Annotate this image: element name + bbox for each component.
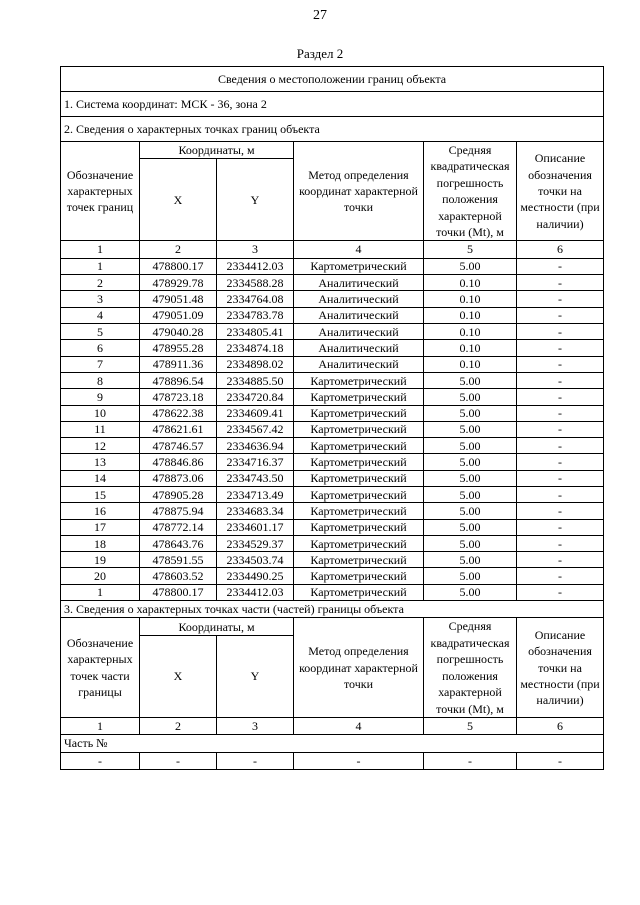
error: 5.00 xyxy=(424,503,517,519)
coord-x: 478873.06 xyxy=(140,470,217,486)
error: 0.10 xyxy=(424,340,517,356)
coord-x: 478905.28 xyxy=(140,487,217,503)
coord-x: 478746.57 xyxy=(140,438,217,454)
part-row-cell-4: - xyxy=(294,752,424,769)
description: - xyxy=(517,568,604,584)
part-row-cell-3: - xyxy=(217,752,294,769)
coord-y: 2334588.28 xyxy=(217,275,294,291)
description: - xyxy=(517,356,604,372)
parts-column-number-5: 5 xyxy=(424,717,517,734)
method: Картометрический xyxy=(294,487,424,503)
part-row-cell-2: - xyxy=(140,752,217,769)
error: 0.10 xyxy=(424,356,517,372)
error: 5.00 xyxy=(424,470,517,486)
method: Аналитический xyxy=(294,324,424,340)
method: Картометрический xyxy=(294,535,424,551)
table-row xyxy=(61,438,604,454)
part-row-cell-1: - xyxy=(61,752,140,769)
coord-x: 478643.76 xyxy=(140,535,217,551)
coord-y: 2334636.94 xyxy=(217,438,294,454)
point-id: 9 xyxy=(61,389,140,405)
section-title: Раздел 2 xyxy=(296,46,344,61)
coord-x: 479051.48 xyxy=(140,291,217,307)
coord-x: 478800.17 xyxy=(140,258,217,274)
description: - xyxy=(517,503,604,519)
parts-column-number-4: 4 xyxy=(294,717,424,734)
table-row xyxy=(61,487,604,503)
coord-x: 478723.18 xyxy=(140,389,217,405)
method: Картометрический xyxy=(294,389,424,405)
header-y: Y xyxy=(217,159,294,241)
page-number: 27 xyxy=(313,8,327,23)
table-row xyxy=(61,324,604,340)
description: - xyxy=(517,487,604,503)
table-row xyxy=(61,291,604,307)
parts-column-numbers-row xyxy=(61,717,604,734)
table-row xyxy=(61,307,604,323)
coord-y: 2334490.25 xyxy=(217,568,294,584)
table-row xyxy=(61,389,604,405)
method: Картометрический xyxy=(294,503,424,519)
coord-y: 2334716.37 xyxy=(217,454,294,470)
point-id: 7 xyxy=(61,356,140,372)
description: - xyxy=(517,291,604,307)
error: 5.00 xyxy=(424,584,517,600)
point-id: 3 xyxy=(61,291,140,307)
coord-y: 2334764.08 xyxy=(217,291,294,307)
description: - xyxy=(517,535,604,551)
table-row xyxy=(61,584,604,600)
error: 5.00 xyxy=(424,519,517,535)
coord-y: 2334805.41 xyxy=(217,324,294,340)
point-id: 10 xyxy=(61,405,140,421)
method: Аналитический xyxy=(294,356,424,372)
point-id: 18 xyxy=(61,535,140,551)
description: - xyxy=(517,340,604,356)
error: 5.00 xyxy=(424,487,517,503)
table-row xyxy=(61,340,604,356)
description: - xyxy=(517,552,604,568)
coord-x: 478929.78 xyxy=(140,275,217,291)
error: 5.00 xyxy=(424,552,517,568)
coord-x: 478875.94 xyxy=(140,503,217,519)
coord-y: 2334874.18 xyxy=(217,340,294,356)
parts-section-title: 3. Сведения о характерных точках части (частей) границы объекта xyxy=(61,601,604,618)
point-id: 15 xyxy=(61,487,140,503)
error: 0.10 xyxy=(424,275,517,291)
parts-header-designation: Обозначение характерных точек части границы xyxy=(61,618,140,717)
coordinate-system: 1. Система координат: МСК - 36, зона 2 xyxy=(61,92,604,117)
coord-x: 478772.14 xyxy=(140,519,217,535)
method: Картометрический xyxy=(294,552,424,568)
coord-y: 2334898.02 xyxy=(217,356,294,372)
table-row xyxy=(61,405,604,421)
coord-y: 2334567.42 xyxy=(217,421,294,437)
column-number-1: 1 xyxy=(61,241,140,258)
points-section-title: 2. Сведения о характерных точках границ объекта xyxy=(61,117,604,142)
method: Картометрический xyxy=(294,405,424,421)
column-number-3: 3 xyxy=(217,241,294,258)
coord-x: 478603.52 xyxy=(140,568,217,584)
point-id: 16 xyxy=(61,503,140,519)
table-row xyxy=(61,552,604,568)
header-method: Метод определения координат характерной точки xyxy=(294,142,424,241)
method: Картометрический xyxy=(294,568,424,584)
description: - xyxy=(517,519,604,535)
error: 5.00 xyxy=(424,421,517,437)
parts-header-y: Y xyxy=(217,635,294,717)
point-id: 1 xyxy=(61,258,140,274)
table-row xyxy=(61,275,604,291)
coord-y: 2334412.03 xyxy=(217,258,294,274)
parts-column-number-3: 3 xyxy=(217,717,294,734)
method: Картометрический xyxy=(294,519,424,535)
table-row xyxy=(61,454,604,470)
coord-y: 2334683.34 xyxy=(217,503,294,519)
description: - xyxy=(517,389,604,405)
parts-column-number-1: 1 xyxy=(61,717,140,734)
coord-x: 478622.38 xyxy=(140,405,217,421)
coord-x: 478621.61 xyxy=(140,421,217,437)
table-row xyxy=(61,356,604,372)
point-id: 11 xyxy=(61,421,140,437)
description: - xyxy=(517,438,604,454)
error: 5.00 xyxy=(424,405,517,421)
coord-y: 2334713.49 xyxy=(217,487,294,503)
column-numbers-row xyxy=(61,241,604,258)
method: Картометрический xyxy=(294,584,424,600)
description: - xyxy=(517,324,604,340)
column-number-2: 2 xyxy=(140,241,217,258)
error: 5.00 xyxy=(424,535,517,551)
point-id: 1 xyxy=(61,584,140,600)
error: 5.00 xyxy=(424,454,517,470)
method: Картометрический xyxy=(294,438,424,454)
parts-column-number-6: 6 xyxy=(517,717,604,734)
parts-header-x: X xyxy=(140,635,217,717)
parts-header-coords: Координаты, м xyxy=(140,618,294,635)
coord-y: 2334412.03 xyxy=(217,584,294,600)
header-coords: Координаты, м xyxy=(140,142,294,159)
description: - xyxy=(517,258,604,274)
error: 5.00 xyxy=(424,438,517,454)
coord-y: 2334743.50 xyxy=(217,470,294,486)
coord-x: 478896.54 xyxy=(140,372,217,388)
description: - xyxy=(517,275,604,291)
method: Картометрический xyxy=(294,454,424,470)
header-description: Описание обозначения точки на местности (при наличии) xyxy=(517,142,604,241)
coord-y: 2334503.74 xyxy=(217,552,294,568)
column-number-5: 5 xyxy=(424,241,517,258)
table-row xyxy=(61,568,604,584)
table-row xyxy=(61,503,604,519)
method: Картометрический xyxy=(294,421,424,437)
description: - xyxy=(517,470,604,486)
coord-x: 478800.17 xyxy=(140,584,217,600)
error: 0.10 xyxy=(424,307,517,323)
description: - xyxy=(517,421,604,437)
point-id: 12 xyxy=(61,438,140,454)
point-id: 8 xyxy=(61,372,140,388)
method: Картометрический xyxy=(294,372,424,388)
coord-x: 479051.09 xyxy=(140,307,217,323)
coord-y: 2334783.78 xyxy=(217,307,294,323)
table-row xyxy=(61,372,604,388)
coord-y: 2334529.37 xyxy=(217,535,294,551)
coord-y: 2334720.84 xyxy=(217,389,294,405)
coord-x: 478846.86 xyxy=(140,454,217,470)
error: 5.00 xyxy=(424,389,517,405)
method: Аналитический xyxy=(294,340,424,356)
point-id: 17 xyxy=(61,519,140,535)
description: - xyxy=(517,372,604,388)
parts-header-error: Средняя квадратическая погрешность положения характерной точки (Mt), м xyxy=(424,618,517,717)
point-id: 2 xyxy=(61,275,140,291)
part-label: Часть № xyxy=(61,735,604,752)
coord-x: 478591.55 xyxy=(140,552,217,568)
point-id: 13 xyxy=(61,454,140,470)
coord-y: 2334609.41 xyxy=(217,405,294,421)
parts-header-method: Метод определения координат характерной точки xyxy=(294,618,424,717)
table-title: Сведения о местоположении границ объекта xyxy=(61,67,604,92)
header-designation: Обозначение характерных точек границ xyxy=(61,142,140,241)
coord-y: 2334601.17 xyxy=(217,519,294,535)
coord-x: 479040.28 xyxy=(140,324,217,340)
method: Аналитический xyxy=(294,291,424,307)
method: Аналитический xyxy=(294,307,424,323)
point-id: 5 xyxy=(61,324,140,340)
description: - xyxy=(517,405,604,421)
column-number-4: 4 xyxy=(294,241,424,258)
point-id: 20 xyxy=(61,568,140,584)
table-row xyxy=(61,519,604,535)
coord-x: 478911.36 xyxy=(140,356,217,372)
error: 5.00 xyxy=(424,258,517,274)
table-row xyxy=(61,535,604,551)
point-id: 14 xyxy=(61,470,140,486)
boundaries-table xyxy=(60,66,604,770)
point-id: 19 xyxy=(61,552,140,568)
description: - xyxy=(517,584,604,600)
coord-y: 2334885.50 xyxy=(217,372,294,388)
description: - xyxy=(517,454,604,470)
header-error: Средняя квадратическая погрешность положения характерной точки (Mt), м xyxy=(424,142,517,241)
table-row xyxy=(61,470,604,486)
table-row xyxy=(61,258,604,274)
method: Картометрический xyxy=(294,470,424,486)
coord-x: 478955.28 xyxy=(140,340,217,356)
method: Картометрический xyxy=(294,258,424,274)
table-row xyxy=(61,421,604,437)
part-row-cell-6: - xyxy=(517,752,604,769)
column-number-6: 6 xyxy=(517,241,604,258)
part-row-cell-5: - xyxy=(424,752,517,769)
error: 0.10 xyxy=(424,324,517,340)
header-x: X xyxy=(140,159,217,241)
parts-column-number-2: 2 xyxy=(140,717,217,734)
parts-header-description: Описание обозначения точки на местности (при наличии) xyxy=(517,618,604,717)
point-id: 4 xyxy=(61,307,140,323)
point-id: 6 xyxy=(61,340,140,356)
description: - xyxy=(517,307,604,323)
error: 5.00 xyxy=(424,568,517,584)
method: Аналитический xyxy=(294,275,424,291)
error: 0.10 xyxy=(424,291,517,307)
error: 5.00 xyxy=(424,372,517,388)
part-row xyxy=(61,752,604,769)
